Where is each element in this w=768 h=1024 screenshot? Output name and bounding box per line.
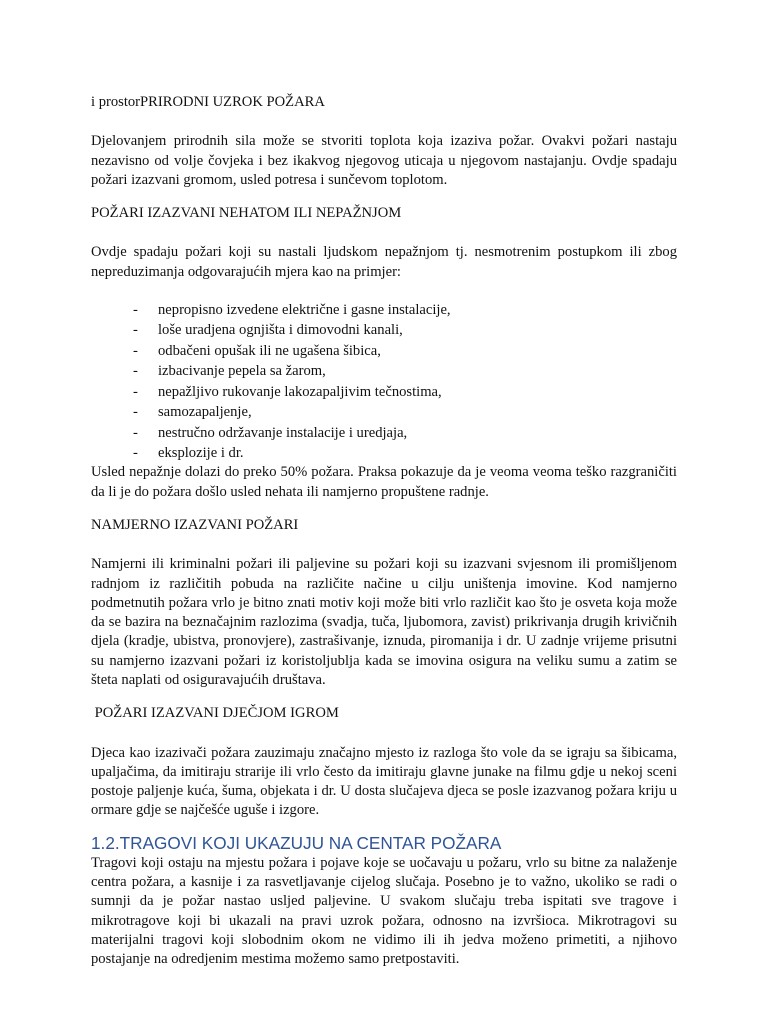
bullet-dash: -	[133, 444, 138, 461]
list-item-text: eksplozije i dr.	[158, 444, 244, 461]
paragraph-negligence-intro: Ovdje spadaju požari koji su nastali ljudskom nepažnjom tj. nesmotrenim postupkom ili zbog nepreduzimanja odgovarajućih mjera kao na primjer:	[91, 244, 677, 280]
paragraph-natural-causes: Djelovanjem prirodnih sila može se stvoriti toplota koja izaziva požar. Ovakvi požari nastaju nezavisno od volje čovjeka i bez ikakvog njegovog uticaja u njegovom nastajanju. Ovdje spadaju požari izazvani gromom, usled potresa i sunčevom toplotom.	[91, 133, 677, 188]
list-item-text: loše uradjena ognjišta i dimovodni kanali,	[158, 322, 403, 339]
list-item-text: nepropisno izvedene električne i gasne instalacije,	[158, 302, 451, 319]
bullet-dash: -	[133, 404, 138, 421]
list-item-text: odbačeni opušak ili ne ugašena šibica,	[158, 342, 381, 359]
list-item	[133, 361, 677, 381]
heading-child-play: POŽARI IZAZVANI DJEČJOM IGROM	[91, 705, 339, 722]
list-item	[133, 300, 677, 320]
list-item-text: nepažljivo rukovanje lakozapaljivim tečnostima,	[158, 383, 442, 400]
list-item-text: izbacivanje pepela sa žarom,	[158, 363, 326, 380]
list-item	[133, 443, 677, 463]
list-item-text: samozapaljenje,	[158, 404, 252, 421]
heading-intentional: NAMJERNO IZAZVANI POŽARI	[91, 516, 299, 533]
list-item	[133, 341, 677, 361]
list-item-text: nestručno održavanje instalacije i uredjaja,	[158, 424, 408, 441]
paragraph-negligence-stats: Usled nepažnje dolazi do preko 50% požara. Praksa pokazuje da je veoma veoma teško razgraničiti da li je do požara došlo usled nehata ili namjerno propuštene radnje.	[91, 464, 677, 500]
section-heading: 1.2.TRAGOVI KOJI UKAZUJU NA CENTAR POŽARA	[91, 832, 502, 853]
list-item	[133, 382, 677, 402]
bullet-dash: -	[133, 363, 138, 380]
bullet-dash: -	[133, 383, 138, 400]
paragraph-intentional: Namjerni ili kriminalni požari ili paljevine su požari koji su izazvani svjesnom ili promišljenom radnjom iz različitih pobuda na različite načine u cilju uništenja imovine. Kod namjerno podmetnutih požara vrlo je bitno znati motiv koji može biti vrlo različit kao što je osveta koja može da se bazira na beznačajnim razlozima (svadja, tuča, ljubomora, zavist) prikrivanja drugih krivičnih djela (kradje, ubistva, pronovjere), zastrašivanje, iznuda, piromanija i dr. U zadnje vrijeme prisutni su namjerno izazvani požari iz koristoljublja kada se imovina osigura na veliku sumu a zatim se šteta naplati od osiguravajućih društava.	[91, 556, 677, 688]
heading-negligence: POŽARI IZAZVANI NEHATOM ILI NEPAŽNJOM	[91, 205, 402, 222]
negligence-list	[91, 300, 677, 463]
bullet-dash: -	[133, 322, 138, 339]
paragraph-fire-traces: Tragovi koji ostaju na mjestu požara i pojave koje se uočavaju u požaru, vrlo su bitne za nalaženje centra požara, a kasnije i za rasvetljavanje cijelog slučaja. Posebno je to važno, ukoliko se radi o sumnji da je požar nastao usljed paljevine. U svakom slučaju treba ispitati sve tragove i mikrotragove koji bi ukazali na pravi uzrok požara, odnosno na izvršioca. Mikrotragovi su materijalni tragovi koji slobodnim okom ne vidimo ili ih jedva moženo primetiti, a njihovo postajanje na odredjenim mestima možemo samo pretpostaviti.	[91, 854, 677, 968]
title-line: i prostorPRIRODNI UZROK POŽARA	[91, 94, 325, 110]
paragraph-child-play: Djeca kao izazivači požara zauzimaju značajno mjesto iz razloga što vole da se igraju sa šibicama, upaljačima, da imitiraju strarije ili vrlo često da imitiraju glavne junake na filmu gdje u nekoj sceni postoje paljenje kuća, šuma, objekata i dr. U dosta slučajeva djeca se posle izazvanog požara kriju u ormare gdje se najčešće uguše i izgore.	[91, 744, 677, 819]
list-item	[133, 320, 677, 340]
document-body	[91, 93, 677, 970]
bullet-dash: -	[133, 342, 138, 359]
bullet-dash: -	[133, 424, 138, 441]
bullet-dash: -	[133, 302, 138, 319]
list-item	[133, 423, 677, 443]
list-item	[133, 402, 677, 422]
